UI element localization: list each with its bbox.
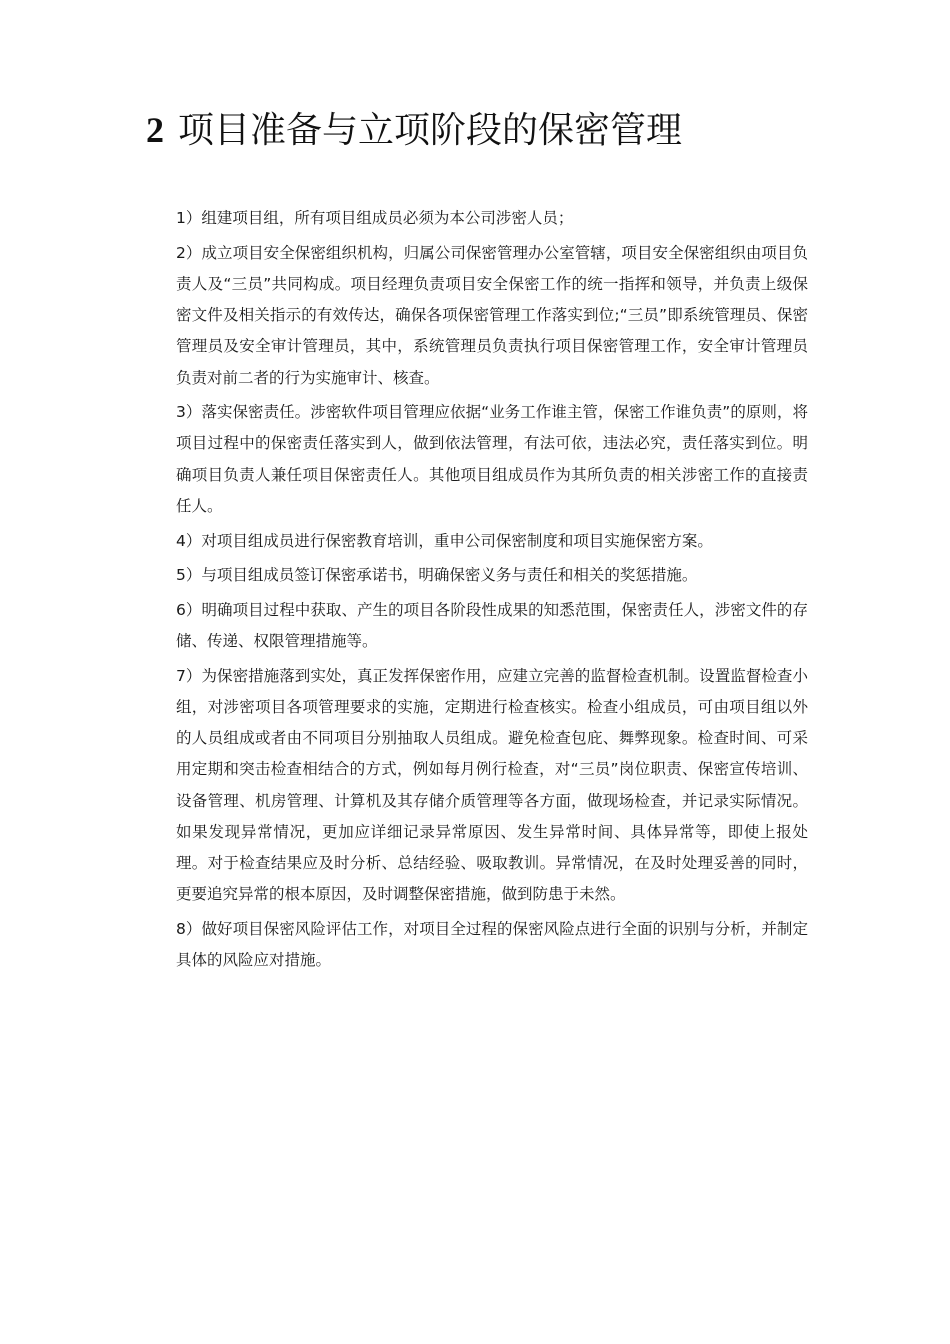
paragraph-6: 6）明确项目过程中获取、产生的项目各阶段性成果的知悉范围，保密责任人，涉密文件的存储、传递、权限管理措施等。 (176, 600, 808, 651)
section-number: 2 (146, 110, 164, 150)
paragraph-1: 1）组建项目组，所有项目组成员必须为本公司涉密人员； (176, 209, 574, 227)
paragraph-4: 4）对项目组成员进行保密教育培训，重申公司保密制度和项目实施保密方案。 (176, 531, 713, 550)
paragraph-2: 2）成立项目安全保密组织机构，归属公司保密管理办公室管辖，项目安全保密组织由项目负责人及“三员”共同构成。项目经理负责项目安全保密工作的统一指挥和领导，并负责上级保密文件及相关指示的有效传达，确保各项保密管理工作落实到位;“三员”即系统管理员、保密管理员及安全审计管理员，其中，系统管理员负责执行项目保密管理工作，安全审计管理员负责对前二者的行为实施审计、核查。 (176, 243, 808, 387)
section-heading (146, 104, 682, 157)
section-title: 项目准备与立项阶段的保密管理 (178, 110, 683, 151)
paragraph-7: 7）为保密措施落到实处，真正发挥保密作用，应建立完善的监督检查机制。设置监督检查小组，对涉密项目各项管理要求的实施，定期进行检查核实。检查小组成员，可由项目组以外的人员组成或者由不同项目分别抽取人员组成。避免检查包庇、舞弊现象。检查时间、可采用定期和突击检查相结合的方式，例如每月例行检查，对“三员”岗位职责、保密宣传培训、设备管理、机房管理、计算机及其存储介质管理等各方面，做现场检查，并记录实际情况。如果发现异常情况，更加应详细记录异常原因、发生异常时间、具体异常等，即使上报处理。对于检查结果应及时分析、总结经验、吸取教训。异常情况，在及时处理妥善的同时，更要追究异常的根本原因，及时调整保密措施，做到防患于未然。 (176, 666, 808, 904)
section-body (176, 203, 808, 980)
paragraph-8: 8）做好项目保密风险评估工作，对项目全过程的保密风险点进行全面的识别与分析，并制定具体的风险应对措施。 (176, 919, 808, 970)
paragraph-3: 3）落实保密责任。涉密软件项目管理应依据“业务工作谁主管，保密工作谁负责”的原则，将项目过程中的保密责任落实到人，做到依法管理，有法可依，违法必究，责任落实到位。明确项目负责人兼任项目保密责任人。其他项目组成员作为其所负责的相关涉密工作的直接责任人。 (176, 403, 808, 515)
paragraph-5: 5）与项目组成员签订保密承诺书，明确保密义务与责任和相关的奖惩措施。 (176, 566, 698, 585)
